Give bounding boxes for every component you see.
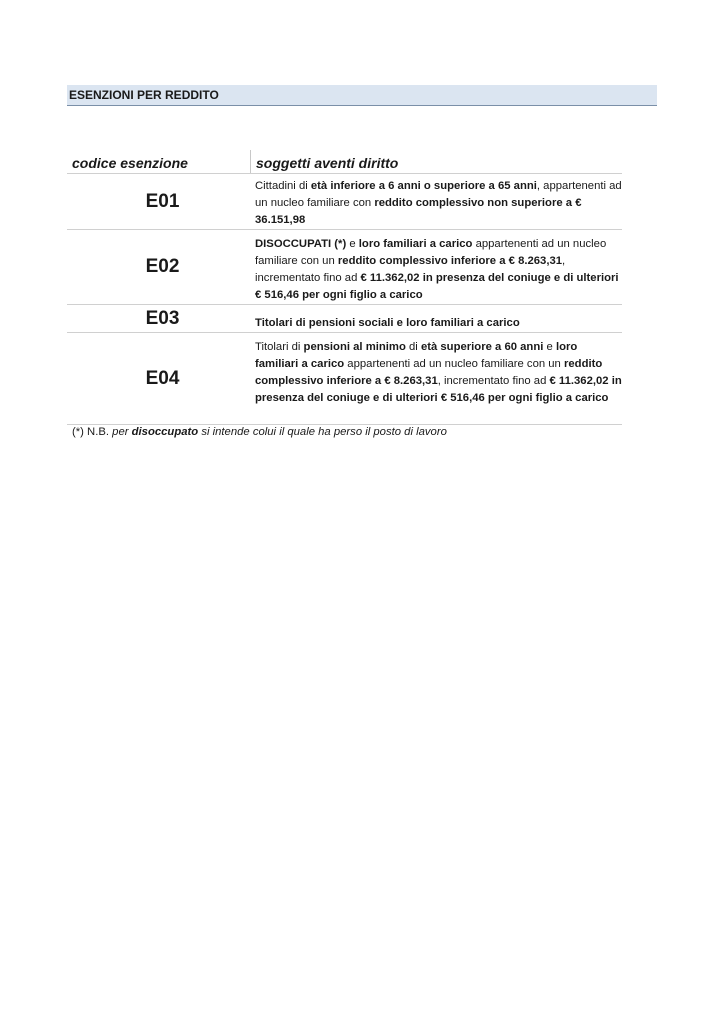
text-segment: DISOCCUPATI (*): [255, 238, 347, 250]
table-row: [67, 333, 622, 425]
table-row: [67, 174, 622, 230]
text-segment: Titolari di: [255, 341, 304, 353]
text-segment: età superiore a 60 anni: [420, 341, 544, 353]
text-segment: € 11.362,02 in presenza del coniuge e di ulteriori € 516,46 per ogni figlio a carico: [255, 272, 619, 301]
exemption-description: [250, 174, 622, 229]
text-segment: appartenenti ad un nucleo familiare con un: [255, 238, 607, 267]
text-segment: loro familiari a carico: [358, 238, 473, 250]
text-segment: pensioni al minimo: [303, 341, 406, 353]
text-segment: di: [405, 341, 421, 353]
section-title: ESENZIONI PER REDDITO: [67, 85, 657, 106]
exemption-description: [250, 333, 622, 424]
exemption-description: [250, 305, 622, 332]
exemption-description: [250, 230, 622, 304]
table-row: [67, 305, 622, 333]
footnote: [72, 424, 447, 441]
text-segment: e: [346, 238, 359, 250]
text-segment: , incrementato fino ad: [255, 255, 566, 284]
exemption-code: E01: [145, 190, 180, 212]
footnote-prefix: (*) N.B.: [72, 426, 113, 438]
text-segment: Titolari di pensioni sociali e loro familiari a carico: [255, 317, 520, 329]
exemption-code: E03: [145, 307, 180, 329]
header-subjects: soggetti aventi diritto: [250, 150, 622, 173]
table-row: [67, 230, 622, 305]
text-segment: reddito complessivo inferiore a € 8.263,31: [337, 255, 563, 267]
text-segment: Cittadini di: [255, 180, 311, 192]
table-header: [67, 150, 622, 174]
text-segment: loro familiari a carico: [255, 341, 578, 370]
text-segment: appartenenti ad un nucleo familiare con un: [344, 358, 564, 370]
exemption-table: [67, 150, 622, 425]
text-segment: , appartenenti ad un nucleo familiare con: [255, 180, 622, 209]
header-code: codice esenzione: [72, 155, 188, 171]
exemption-code: E02: [145, 256, 180, 277]
footnote-keyword: disoccupato: [131, 426, 199, 438]
text-segment: reddito complessivo non superiore a € 36.151,98: [255, 197, 582, 226]
text-segment: e: [543, 341, 556, 353]
exemption-code: E04: [145, 367, 180, 389]
text-segment: , incrementato fino ad: [437, 375, 550, 387]
text-segment: età inferiore a 6 anni o superiore a 65 anni: [310, 180, 537, 192]
footnote-italic: per: [112, 426, 132, 438]
text-segment: reddito complessivo inferiore a € 8.263,31: [255, 358, 603, 387]
text-segment: € 11.362,02 in presenza del coniuge e di ulteriori € 516,46 per ogni figlio a carico: [255, 375, 622, 404]
footnote-italic: si intende colui il quale ha perso il posto di lavoro: [198, 426, 447, 438]
